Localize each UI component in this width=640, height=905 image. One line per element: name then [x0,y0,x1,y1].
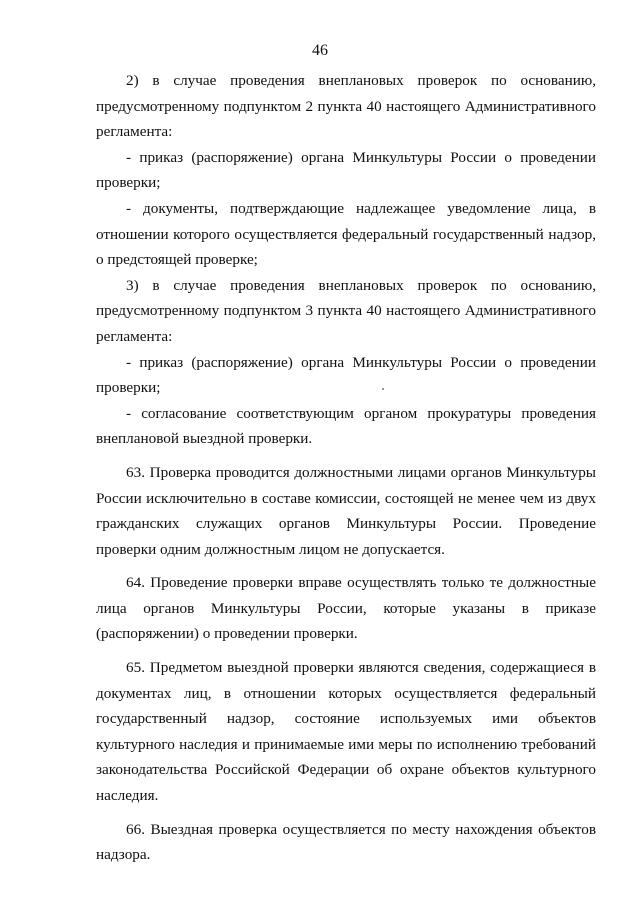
paragraph-prosecutor-approval: - согласование соответствующим органом прокуратуры проведения внеплановой выездной проверки. [96,404,596,448]
paragraph-documents-item: - документы, подтверждающие надлежащее уведомление лица, в отношении которого осуществляется федеральный государственный надзор, о предстоящей проверке; [96,199,596,269]
paragraph-unscheduled-check-3: 3) в случае проведения внеплановых проверок по основанию, предусмотренному подпунктом 3 пункта 40 настоящего Административного регламента: [96,276,596,345]
paragraph-66: 66. Выездная проверка осуществляется по месту нахождения объектов надзора. [96,820,596,864]
paragraph-unscheduled-check-2: 2) в случае проведения внеплановых проверок по основанию, предусмотренному подпунктом 2 пункта 40 настоящего Административного регламента: [96,72,596,141]
page-number: 46 [312,42,328,59]
paragraph-65: 65. Предметом выездной проверки являются сведения, содержащиеся в документах лиц, в отношении которых осуществляется федеральный государственный надзор, состояние используемых ими объектов культурного наследия и принимаемые ими меры по исполнению требований законодательства Российской Федерации об охране объектов культурного наследия. [96,659,596,805]
paragraph-64: 64. Проведение проверки вправе осуществлять только те должностные лица органов Минкультуры России, которые указаны в приказе (распоряжении) о проведении проверки. [96,574,596,643]
paragraph-63: 63. Проверка проводится должностными лицами органов Минкультуры России исключительно в составе комиссии, состоящей не менее чем из двух гражданских служащих органов Минкультуры России. Проведение проверки одним должностным лицом не допускается. [96,463,596,558]
paragraph-order-item-2: - приказ (распоряжение) органа Минкультуры России о проведении проверки; [96,353,596,397]
document-body [96,68,596,868]
scan-speck [382,388,384,390]
paragraph-order-item-1: - приказ (распоряжение) органа Минкультуры России о проведении проверки; [96,148,596,192]
